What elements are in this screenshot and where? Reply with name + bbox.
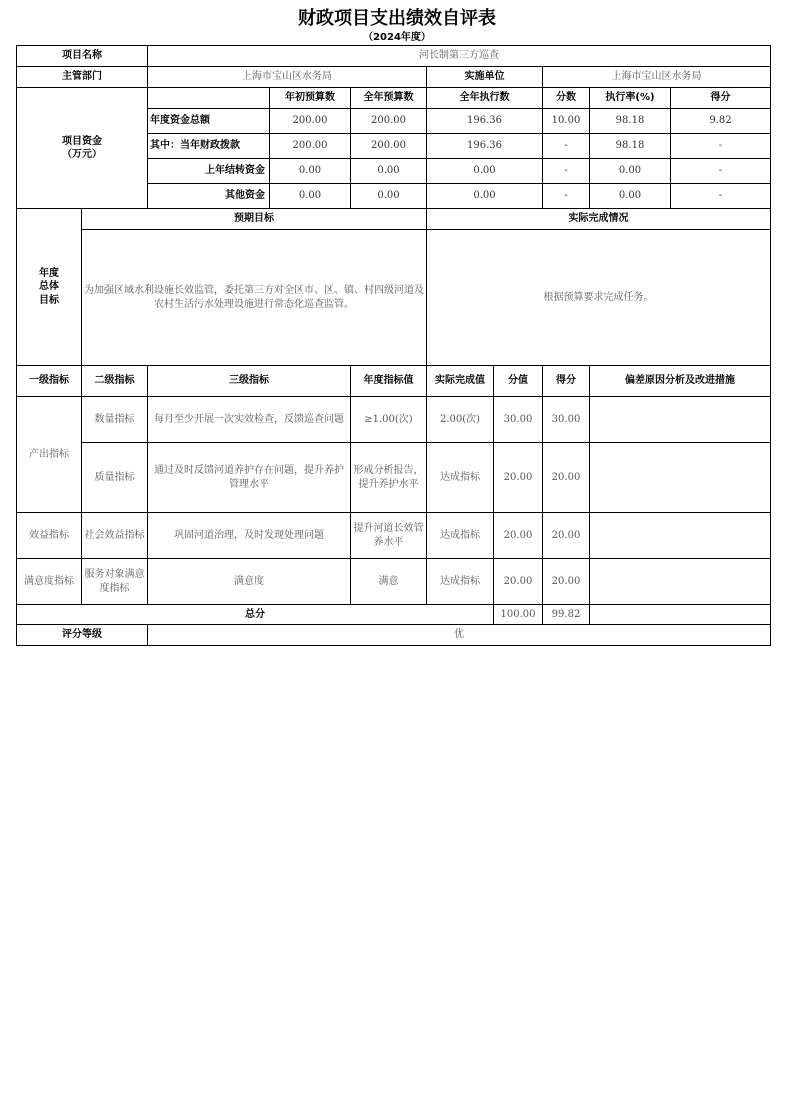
grade-label: 评分等级 (17, 625, 148, 646)
funds-cell: 0.00 (351, 184, 427, 209)
indicator-level1: 效益指标 (17, 513, 82, 559)
indicator-note (590, 443, 771, 513)
indicator-level3: 通过及时反馈河道养护存在问题，提升养护管理水平 (148, 443, 351, 513)
funds-cell: 0.00 (270, 184, 351, 209)
funds-cell: - (671, 184, 771, 209)
funds-cell: 0.00 (427, 159, 543, 184)
indicator-header: 实际完成值 (427, 366, 494, 397)
indicator-note (590, 513, 771, 559)
funds-row-label: 上年结转资金 (148, 159, 270, 184)
total-note (590, 605, 771, 625)
indicator-actual: 达成指标 (427, 513, 494, 559)
evaluation-grid (16, 45, 771, 646)
funds-cell: 0.00 (351, 159, 427, 184)
indicator-level3: 每月至少开展一次实效检查，反馈巡查问题 (148, 397, 351, 443)
indicator-level2: 服务对象满意度指标 (82, 559, 148, 605)
project-name-label: 项目名称 (17, 46, 148, 67)
indicator-actual: 2.00(次) (427, 397, 494, 443)
funds-cell: 0.00 (427, 184, 543, 209)
total-score: 99.82 (543, 605, 590, 625)
funds-row-label: 年度资金总额 (148, 109, 270, 134)
indicator-weight: 20.00 (494, 443, 543, 513)
indicator-header: 年度指标值 (351, 366, 427, 397)
total-label: 总分 (17, 605, 494, 625)
funds-cell: 200.00 (351, 109, 427, 134)
funds-header: 年初预算数 (270, 88, 351, 109)
impl-label: 实施单位 (427, 67, 543, 88)
funds-cell: 0.00 (590, 159, 671, 184)
indicator-level2: 数量指标 (82, 397, 148, 443)
funds-cell: - (543, 184, 590, 209)
dept-label: 主管部门 (17, 67, 148, 88)
actual-goal-text: 根据预算要求完成任务。 (427, 230, 771, 366)
funds-cell: - (543, 159, 590, 184)
indicator-level2: 社会效益指标 (82, 513, 148, 559)
funds-header: 分数 (543, 88, 590, 109)
goals-label: 年度 总体 目标 (17, 209, 82, 366)
indicator-score: 30.00 (543, 397, 590, 443)
actual-goal-header: 实际完成情况 (427, 209, 771, 230)
funds-row-label: 其中：当年财政拨款 (148, 134, 270, 159)
indicator-target: 满意 (351, 559, 427, 605)
impl-value: 上海市宝山区水务局 (543, 67, 771, 88)
funds-row-label: 其他资金 (148, 184, 270, 209)
funds-cell: - (543, 134, 590, 159)
expected-goal-text: 为加强区域水利设施长效监管，委托第三方对全区市、区、镇、村四级河道及农村生活污水处理设施进行常态化巡查监管。 (82, 230, 427, 366)
indicator-score: 20.00 (543, 513, 590, 559)
indicator-header: 三级指标 (148, 366, 351, 397)
indicator-level1: 产出指标 (17, 397, 82, 513)
indicator-level3: 满意度 (148, 559, 351, 605)
funds-cell: 200.00 (270, 134, 351, 159)
project-name: 河长制第三方巡查 (148, 46, 771, 67)
funds-cell: 10.00 (543, 109, 590, 134)
expected-goal-header: 预期目标 (82, 209, 427, 230)
funds-header: 全年预算数 (351, 88, 427, 109)
indicator-score: 20.00 (543, 559, 590, 605)
indicator-target: 形成分析报告，提升养护水平 (351, 443, 427, 513)
indicator-actual: 达成指标 (427, 443, 494, 513)
indicator-header: 偏差原因分析及改进措施 (590, 366, 771, 397)
indicator-level1: 满意度指标 (17, 559, 82, 605)
page-title: 财政项目支出绩效自评表 (298, 8, 496, 29)
indicator-actual: 达成指标 (427, 559, 494, 605)
funds-header: 得分 (671, 88, 771, 109)
funds-cell: 0.00 (270, 159, 351, 184)
indicator-score: 20.00 (543, 443, 590, 513)
funds-cell: 196.36 (427, 109, 543, 134)
indicator-weight: 20.00 (494, 559, 543, 605)
funds-header: 执行率(%) (590, 88, 671, 109)
indicator-weight: 20.00 (494, 513, 543, 559)
indicator-header: 二级指标 (82, 366, 148, 397)
indicator-target: ≥1.00(次) (351, 397, 427, 443)
funds-cell: 9.82 (671, 109, 771, 134)
funds-cell: 196.36 (427, 134, 543, 159)
indicator-header: 一级指标 (17, 366, 82, 397)
funds-cell: - (671, 159, 771, 184)
funds-cell: - (671, 134, 771, 159)
funds-header: 全年执行数 (427, 88, 543, 109)
indicator-note (590, 397, 771, 443)
indicator-row (17, 397, 771, 443)
total-weight: 100.00 (494, 605, 543, 625)
indicator-row (17, 443, 771, 513)
indicator-target: 提升河道长效管养水平 (351, 513, 427, 559)
funds-header-blank (148, 88, 270, 109)
indicator-weight: 30.00 (494, 397, 543, 443)
funds-cell: 0.00 (590, 184, 671, 209)
grade-value: 优 (148, 625, 771, 646)
indicator-level3: 巩固河道治理，及时发现处理问题 (148, 513, 351, 559)
funds-cell: 200.00 (270, 109, 351, 134)
funds-cell: 98.18 (590, 109, 671, 134)
dept-value: 上海市宝山区水务局 (148, 67, 427, 88)
funds-label: 项目资金 （万元） (17, 88, 148, 209)
indicator-header: 分值 (494, 366, 543, 397)
indicator-row (17, 559, 771, 605)
indicator-header: 得分 (543, 366, 590, 397)
funds-cell: 98.18 (590, 134, 671, 159)
indicator-level2: 质量指标 (82, 443, 148, 513)
report-year: （2024年度） (363, 32, 431, 43)
indicator-row (17, 513, 771, 559)
funds-cell: 200.00 (351, 134, 427, 159)
indicator-note (590, 559, 771, 605)
